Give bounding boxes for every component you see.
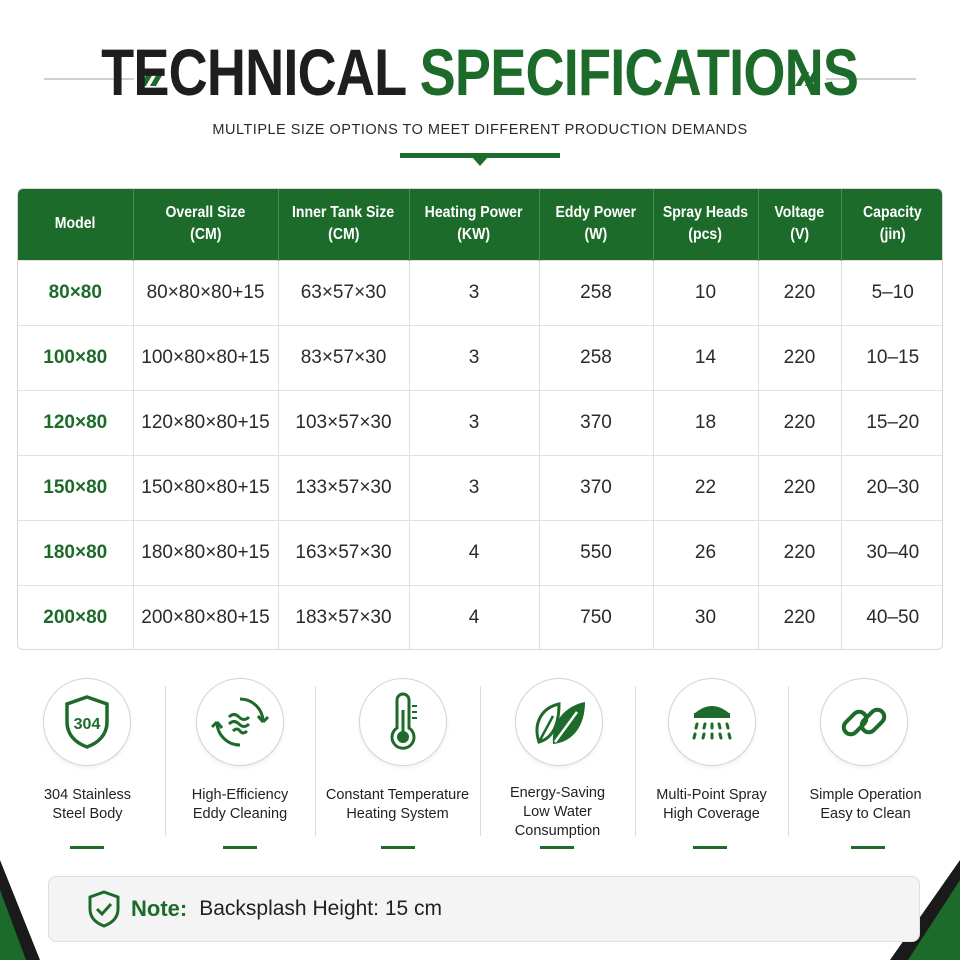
feature-underline: [540, 846, 574, 849]
table-cell: 15–20: [841, 390, 943, 455]
table-cell: 133×57×30: [278, 455, 409, 520]
table-cell: 30–40: [841, 520, 943, 585]
feature-multi-point-spray: [635, 678, 788, 853]
table-cell: 220: [758, 390, 841, 455]
model-cell: 180×80: [18, 520, 133, 585]
table-header-cell: Eddy Power (W): [539, 189, 653, 260]
note-label: Note:: [131, 896, 188, 921]
table-cell: 4: [409, 520, 539, 585]
table-cell: 150×80×80+15: [133, 455, 278, 520]
table-cell: 4: [409, 585, 539, 650]
feature-constant-temperature: [315, 678, 480, 853]
table-cell: 14: [653, 325, 758, 390]
table-header-cell: Voltage (V): [758, 189, 841, 260]
shield-badge-text: 304: [73, 716, 101, 733]
shield-check-icon: [87, 890, 121, 928]
table-cell: 163×57×30: [278, 520, 409, 585]
model-cell: 100×80: [18, 325, 133, 390]
table-header-cell: Overall Size (CM): [133, 189, 278, 260]
spec-table: [17, 188, 943, 650]
feature-label: Constant Temperature Heating System: [325, 787, 470, 822]
feature-underline: [223, 846, 257, 849]
feature-energy-saving: [480, 678, 635, 853]
table-body: [18, 260, 943, 650]
model-cell: 120×80: [18, 390, 133, 455]
table-header-row: [18, 189, 943, 260]
table-cell: 83×57×30: [278, 325, 409, 390]
table-cell: 180×80×80+15: [133, 520, 278, 585]
table-cell: 220: [758, 260, 841, 325]
table-cell: 80×80×80+15: [133, 260, 278, 325]
table-cell: 370: [539, 455, 653, 520]
table-cell: 258: [539, 260, 653, 325]
table-cell: 26: [653, 520, 758, 585]
table-cell: 200×80×80+15: [133, 585, 278, 650]
table-cell: 40–50: [841, 585, 943, 650]
feature-underline: [851, 846, 885, 849]
table-cell: 183×57×30: [278, 585, 409, 650]
table-cell: 220: [758, 325, 841, 390]
table-cell: 370: [539, 390, 653, 455]
feature-eddy-cleaning: [165, 678, 315, 853]
table-cell: 550: [539, 520, 653, 585]
table-cell: 3: [409, 260, 539, 325]
subtitle-arrow: [472, 157, 488, 166]
feature-underline: [693, 846, 727, 849]
table-cell: 3: [409, 455, 539, 520]
table-header-cell: Heating Power (KW): [409, 189, 539, 260]
feature-underline: [70, 846, 104, 849]
feature-label: 304 Stainless Steel Body: [43, 787, 132, 822]
eddy-cycle-icon: [196, 678, 284, 766]
model-cell: 80×80: [18, 260, 133, 325]
table-cell: 30: [653, 585, 758, 650]
leaf-icon: [515, 678, 603, 766]
table-cell: 100×80×80+15: [133, 325, 278, 390]
title-part-green: SPECIFICATIONS: [419, 35, 859, 109]
table-cell: 258: [539, 325, 653, 390]
table-header-cell: Capacity (jin): [841, 189, 943, 260]
table-cell: 22: [653, 455, 758, 520]
model-cell: 200×80: [18, 585, 133, 650]
title-part-dark: TECHNICAL: [101, 35, 406, 109]
table-cell: 120×80×80+15: [133, 390, 278, 455]
table-cell: 18: [653, 390, 758, 455]
table-header-cell: Inner Tank Size (CM): [278, 189, 409, 260]
link-icon: [820, 678, 908, 766]
table-header-cell: Spray Heads (pcs): [653, 189, 758, 260]
table-row: [18, 455, 943, 520]
thermometer-icon: [359, 678, 447, 766]
table-row: [18, 260, 943, 325]
table-cell: 20–30: [841, 455, 943, 520]
note-box: [48, 876, 920, 942]
table-cell: 63×57×30: [278, 260, 409, 325]
table-row: [18, 520, 943, 585]
feature-simple-operation: [788, 678, 943, 853]
page-title: [0, 32, 960, 112]
feature-label: Multi-Point Spray High Coverage: [656, 787, 767, 822]
table-row: [18, 325, 943, 390]
table-cell: 10–15: [841, 325, 943, 390]
feature-underline: [381, 846, 415, 849]
feature-label: Energy-Saving Low Water Consumption: [509, 785, 606, 839]
feature-label: Simple Operation Easy to Clean: [809, 787, 922, 822]
note-text: Backsplash Height: 15 cm: [199, 897, 443, 920]
shield-304-icon: [43, 678, 131, 766]
page-subtitle: MULTIPLE SIZE OPTIONS TO MEET DIFFERENT PRODUCTION DEMANDS: [212, 122, 748, 138]
table-cell: 220: [758, 585, 841, 650]
feature-label: High-Efficiency Eddy Cleaning: [191, 787, 289, 822]
table-cell: 5–10: [841, 260, 943, 325]
table-header-cell: Model: [18, 189, 133, 260]
table-row: [18, 585, 943, 650]
table-cell: 750: [539, 585, 653, 650]
feature-stainless-steel: [10, 678, 165, 853]
spray-head-icon: [668, 678, 756, 766]
table-cell: 3: [409, 325, 539, 390]
table-cell: 220: [758, 520, 841, 585]
table-cell: 103×57×30: [278, 390, 409, 455]
corner-decoration-left-accent: [0, 890, 26, 960]
model-cell: 150×80: [18, 455, 133, 520]
table-cell: 10: [653, 260, 758, 325]
table-row: [18, 390, 943, 455]
feature-list: [10, 678, 950, 853]
table-cell: 220: [758, 455, 841, 520]
table-cell: 3: [409, 390, 539, 455]
